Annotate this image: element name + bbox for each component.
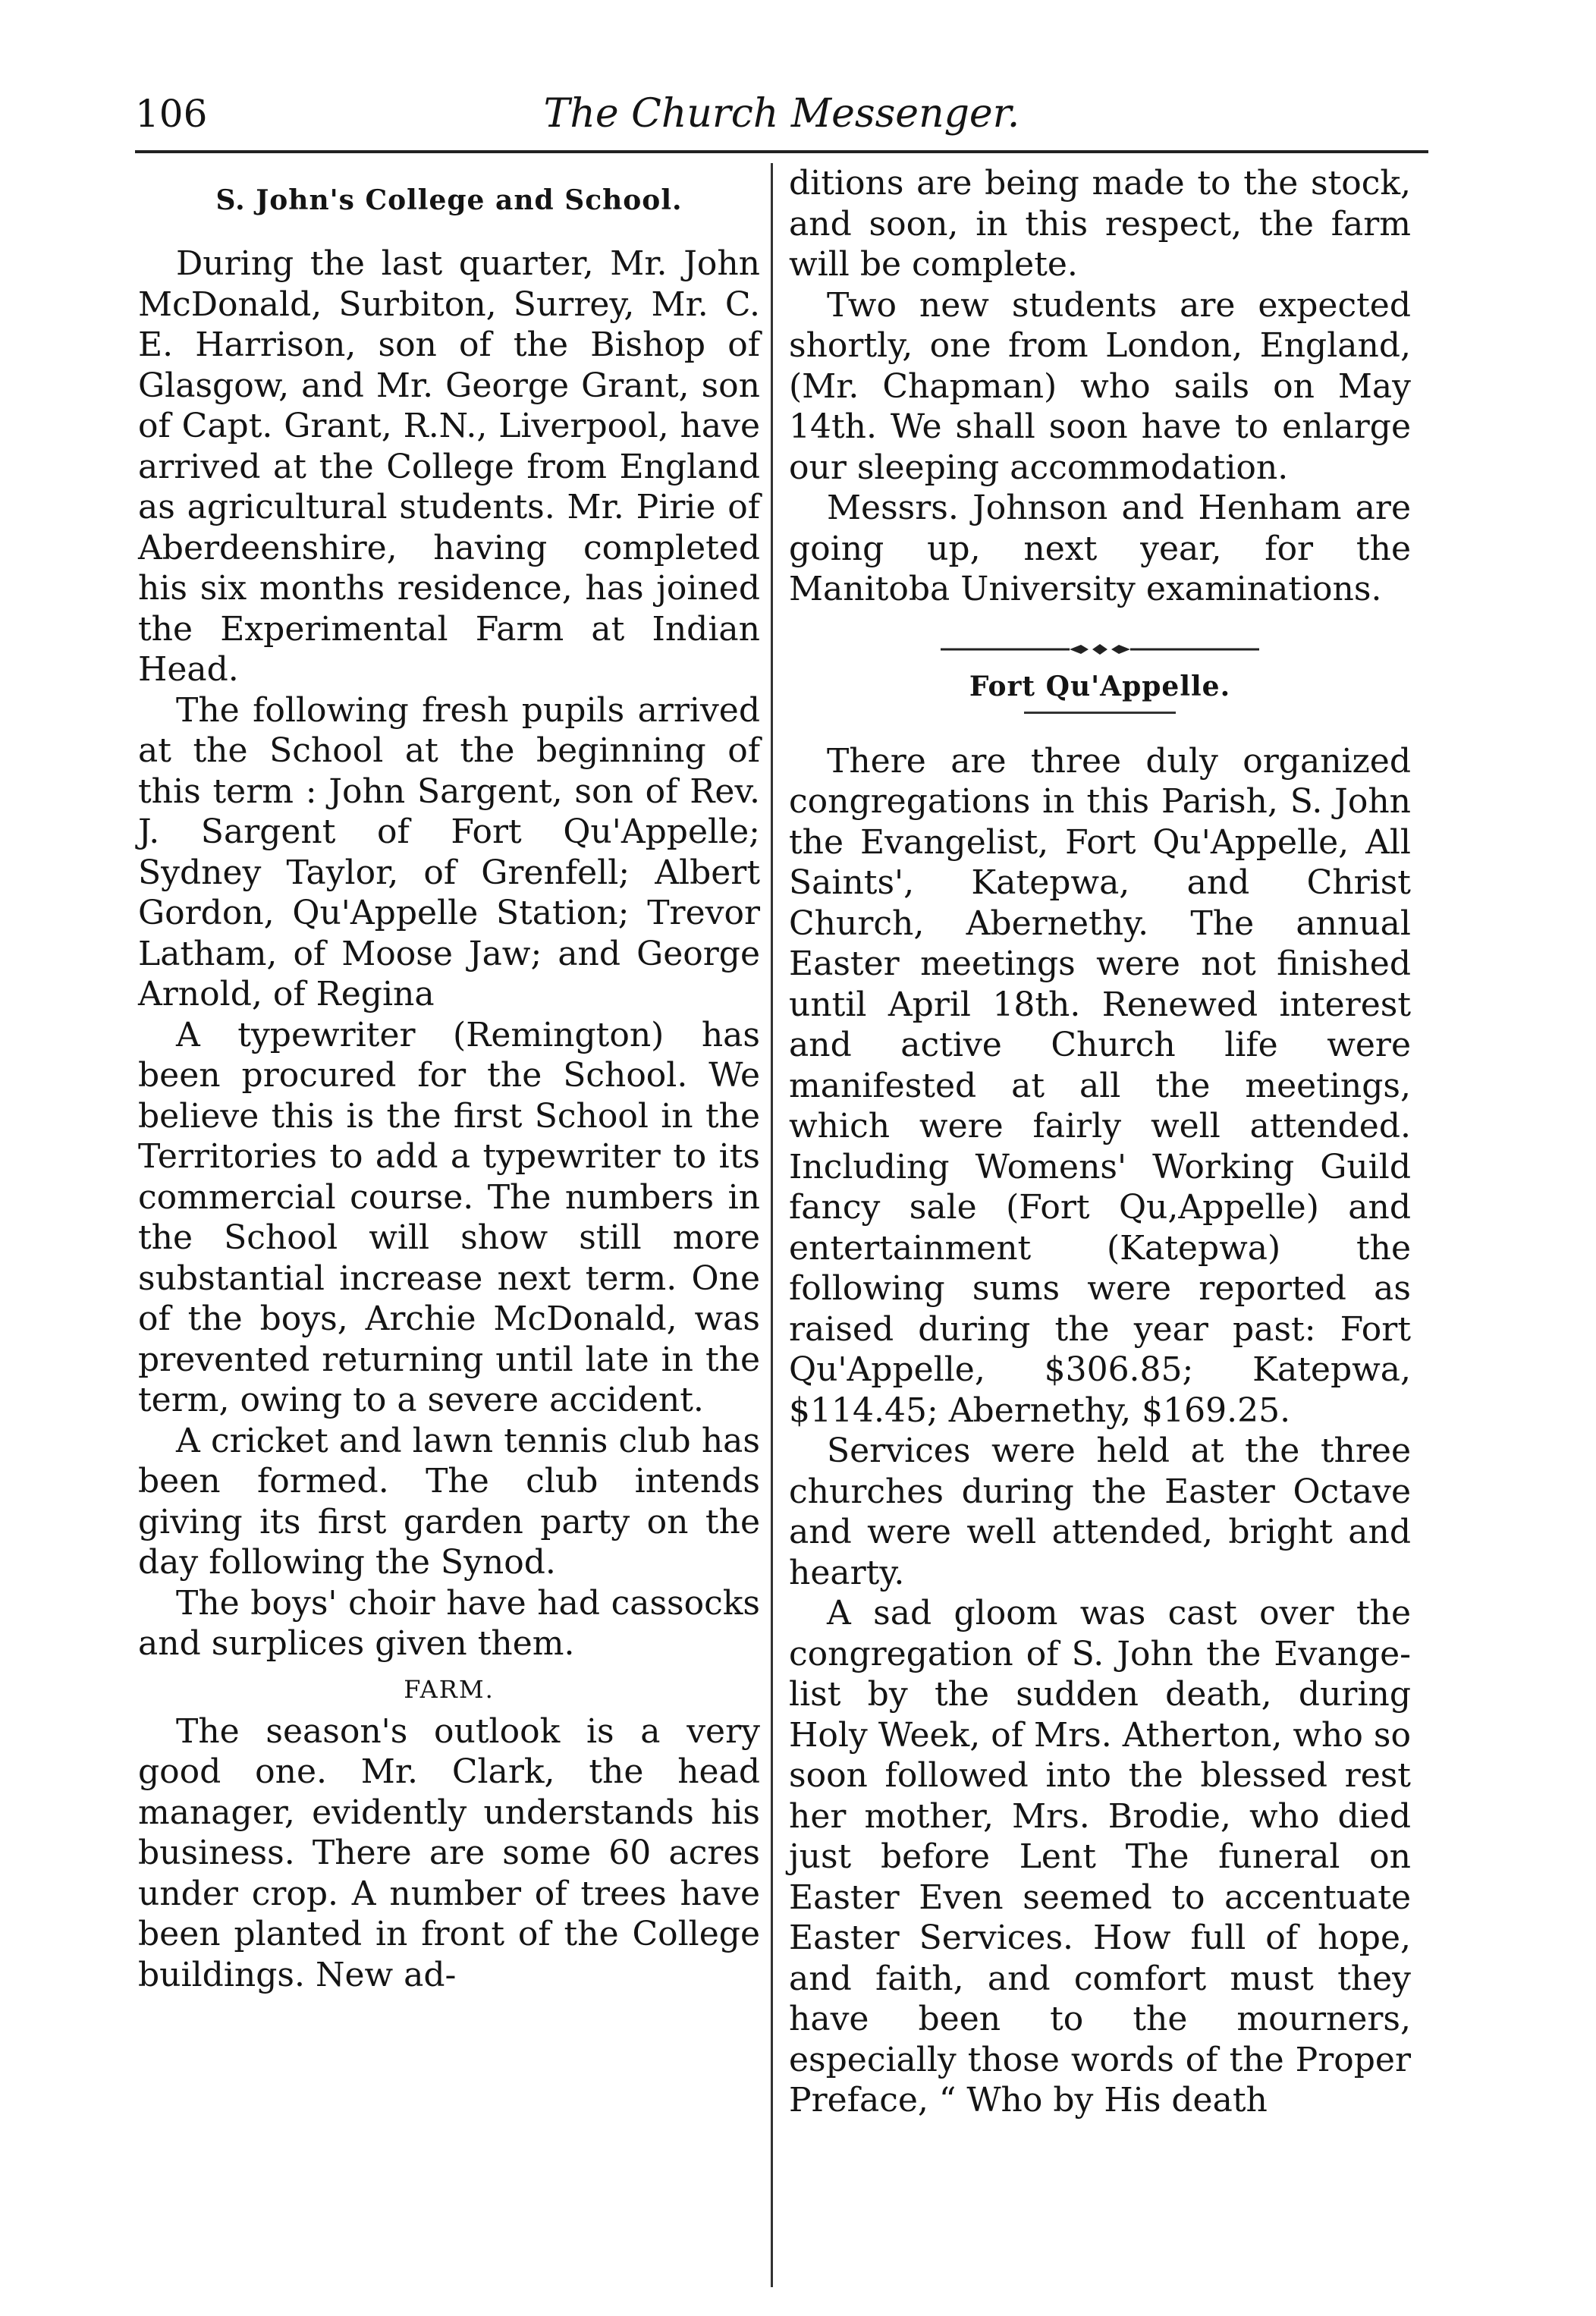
paragraph: The season's outlook is a very good one. Mr. Clark, the head manager, evidently understands his business. There are some 60 acres under crop. A number of trees have been planted in front of the College buildings. New ad- [138, 1711, 760, 1994]
section-ornament [941, 642, 1259, 657]
paragraph: A cricket and lawn tennis club has been formed. The club intends giving its first garden party on the day following the Synod. [138, 1421, 760, 1582]
page-header [135, 91, 1428, 144]
farm-heading: FARM. [404, 1674, 495, 1704]
right-column [789, 163, 1411, 2121]
paragraph: The following fresh pupils arrived at the School at the beginning of this term : John Sargent, son of Rev. J. Sargent of Fort Qu'Appelle; Sydney Taylor, of Grenfell; Albert Gordon, Qu'Appelle Station; Trevor Latham, of Moose Jaw; and George Arnold, of Regina [138, 690, 760, 1013]
paragraph: Two new students are expected shortly, one from London, England, (Mr. Chapman) who sails on May 14th. We shall soon have to enlarge our sleeping accommodation. [789, 285, 1411, 487]
paragraph: A typewriter (Remington) has been procured for the School. We believe this is the first School in the Territories to add a typewriter to its commercial course. The numbers in the School will show still more substantial increase next term. One of the boys, Archie McDonald, was prevented returning until late in the term, owing to a severe accident. [138, 1015, 760, 1419]
running-title: The Church Messenger. [543, 91, 1020, 137]
header-rule [135, 150, 1428, 153]
paragraph: Services were held at the three churches during the Easter Octave and were well attended, bright and hearty. [789, 1431, 1411, 1592]
section-title-st-johns-college: S. John's College and School. [215, 184, 683, 216]
paragraph: Messrs. Johnson and Henham are going up, next year, for the Manitoba University examinations. [789, 489, 1411, 608]
paragraph: A sad gloom was cast over the congregation of S. John the Evangelist by the sudden death, during Holy Week, of Mrs. Atherton, who so soon followed into the blessed rest her mother, Mrs. Brodie, who died just before Lent The funeral on Easter Even seemed to accentuate Easter Services. How full of hope, and faith, and comfort must they have been to the mourners, especially those words of the Proper Preface, “ Who by His death [789, 1594, 1411, 2120]
section-title-fort-quappelle: Fort Qu'Appelle. [969, 670, 1231, 702]
page-number: 106 [135, 92, 208, 136]
short-rule [1024, 712, 1176, 714]
continuation-paragraph: ditions are being made to the stock, and soon, in this respect, the farm will be complete. [789, 164, 1411, 284]
left-column [138, 163, 760, 1995]
paragraph: There are three duly organized congregations in this Parish, S. John the Evangelist, Fort Qu'Appelle, All Saints', Katepwa, and Christ Church, Abernethy. The annual Easter meetings were not finished until April 18th. Renewed interest and active Church life were manifested at all the meetings, which were fairly well attended. Including Womens' Working Guild fancy sale (Fort Qu,Appelle) and entertainment (Katepwa) the following sums were reported as raised during the year past: Fort Qu'Appelle, $306.85; Katepwa, $114.45; Abernethy, $169.25. [789, 741, 1411, 1430]
column-divider [771, 163, 773, 2287]
paragraph: The boys' choir have had cassocks and surplices given them. [138, 1583, 760, 1663]
paragraph: During the last quarter, Mr. John McDonald, Surbiton, Surrey, Mr. C. E. Harrison, son of the Bishop of Glasgow, and Mr. George Grant, son of Capt. Grant, R.N., Liverpool, have arrived at the College from England as agricultural students. Mr. Pirie of Aberdeenshire, having completed his six months residence, has joined the Experimental Farm at Indian Head. [138, 244, 760, 689]
